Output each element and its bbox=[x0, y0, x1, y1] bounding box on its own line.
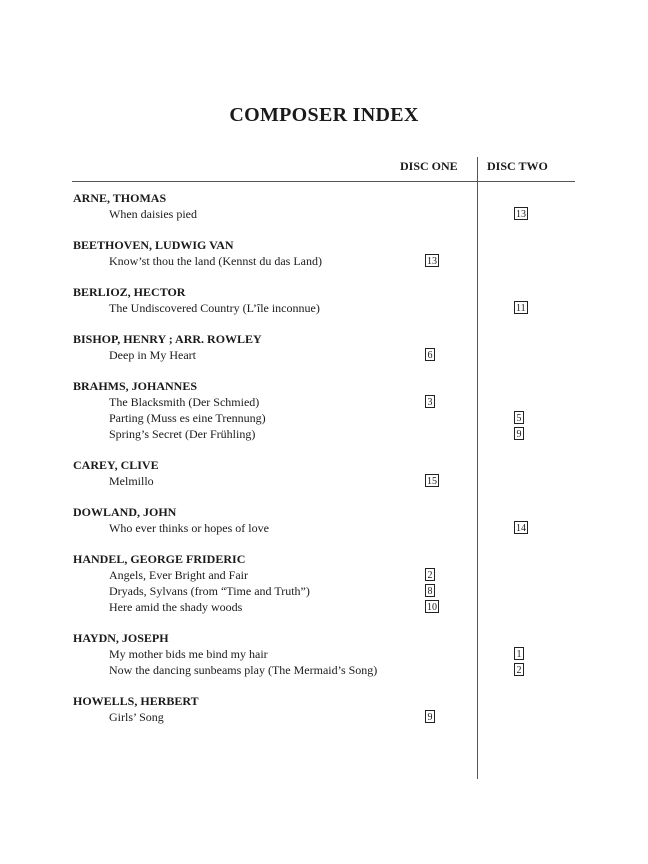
disc-two-track-number: 5 bbox=[514, 411, 524, 424]
composer-name: BEETHOVEN, LUDWIG VAN bbox=[73, 238, 234, 252]
song-row bbox=[0, 599, 648, 615]
disc-one-track-number: 10 bbox=[427, 602, 437, 613]
composer-group bbox=[0, 331, 648, 363]
column-header-disc-one: DISC ONE bbox=[400, 159, 458, 173]
composer-name: HAYDN, JOSEPH bbox=[73, 631, 169, 645]
disc-one-track-number: 8 bbox=[425, 584, 435, 597]
song-title: When daisies pied bbox=[109, 207, 197, 221]
song-title: Melmillo bbox=[109, 474, 154, 488]
composer-name: DOWLAND, JOHN bbox=[73, 505, 177, 519]
disc-one-track-number: 9 bbox=[425, 710, 435, 723]
composer-group bbox=[0, 190, 648, 222]
disc-two-track-number: 2 bbox=[514, 663, 524, 676]
composer-group bbox=[0, 378, 648, 442]
composer-name: BERLIOZ, HECTOR bbox=[73, 285, 186, 299]
song-title: The Undiscovered Country (L’île inconnue) bbox=[109, 301, 320, 315]
composer-group bbox=[0, 457, 648, 489]
disc-one-track-number: 13 bbox=[427, 256, 437, 267]
song-row bbox=[0, 646, 648, 662]
song-row bbox=[0, 520, 648, 536]
disc-two-track-number: 13 bbox=[516, 209, 526, 220]
song-title: Spring’s Secret (Der Frühling) bbox=[109, 427, 256, 441]
song-row bbox=[0, 662, 648, 678]
song-row bbox=[0, 583, 648, 599]
song-title: Dryads, Sylvans (from “Time and Truth”) bbox=[109, 584, 310, 598]
composer-name: ARNE, THOMAS bbox=[73, 191, 167, 205]
song-row bbox=[0, 253, 648, 269]
song-row bbox=[0, 410, 648, 426]
song-row bbox=[0, 473, 648, 489]
song-title: Girls’ Song bbox=[109, 710, 164, 724]
song-title: Deep in My Heart bbox=[109, 348, 196, 362]
song-title: Now the dancing sunbeams play (The Mermaid’s Song) bbox=[109, 663, 378, 677]
composer-group bbox=[0, 551, 648, 615]
disc-one-track-number: 2 bbox=[425, 568, 435, 581]
song-row bbox=[0, 347, 648, 363]
song-title: Know’st thou the land (Kennst du das Land) bbox=[109, 254, 322, 268]
song-row bbox=[0, 394, 648, 410]
composer-group bbox=[0, 284, 648, 316]
disc-two-track-number: 9 bbox=[514, 427, 524, 440]
composer-group bbox=[0, 237, 648, 269]
song-title: The Blacksmith (Der Schmied) bbox=[109, 395, 260, 409]
disc-one-track-number: 6 bbox=[425, 348, 435, 361]
composer-group bbox=[0, 630, 648, 678]
page-title: COMPOSER INDEX bbox=[229, 104, 419, 126]
composer-group bbox=[0, 693, 648, 725]
song-title: Here amid the shady woods bbox=[109, 600, 243, 614]
disc-one-track-number: 15 bbox=[427, 476, 437, 487]
composer-name: HANDEL, GEORGE FRIDERIC bbox=[73, 552, 246, 566]
song-row bbox=[0, 426, 648, 442]
song-title: Parting (Muss es eine Trennung) bbox=[109, 411, 266, 425]
disc-two-track-number: 11 bbox=[516, 303, 526, 314]
disc-two-track-number: 1 bbox=[514, 647, 524, 660]
composer-index-list bbox=[0, 190, 648, 740]
song-row bbox=[0, 300, 648, 316]
disc-one-track-number: 3 bbox=[425, 395, 435, 408]
composer-group bbox=[0, 504, 648, 536]
song-title: Who ever thinks or hopes of love bbox=[109, 521, 269, 535]
song-title: Angels, Ever Bright and Fair bbox=[109, 568, 248, 582]
song-title: My mother bids me bind my hair bbox=[109, 647, 268, 661]
composer-name: HOWELLS, HERBERT bbox=[73, 694, 199, 708]
column-header-disc-two: DISC TWO bbox=[487, 159, 548, 173]
song-row bbox=[0, 206, 648, 222]
composer-name: BRAHMS, JOHANNES bbox=[73, 379, 198, 393]
song-row bbox=[0, 709, 648, 725]
header-divider bbox=[72, 181, 575, 182]
composer-name: BISHOP, HENRY ; ARR. ROWLEY bbox=[73, 332, 262, 346]
song-row bbox=[0, 567, 648, 583]
disc-two-track-number: 14 bbox=[516, 523, 526, 534]
composer-name: CAREY, CLIVE bbox=[73, 458, 159, 472]
